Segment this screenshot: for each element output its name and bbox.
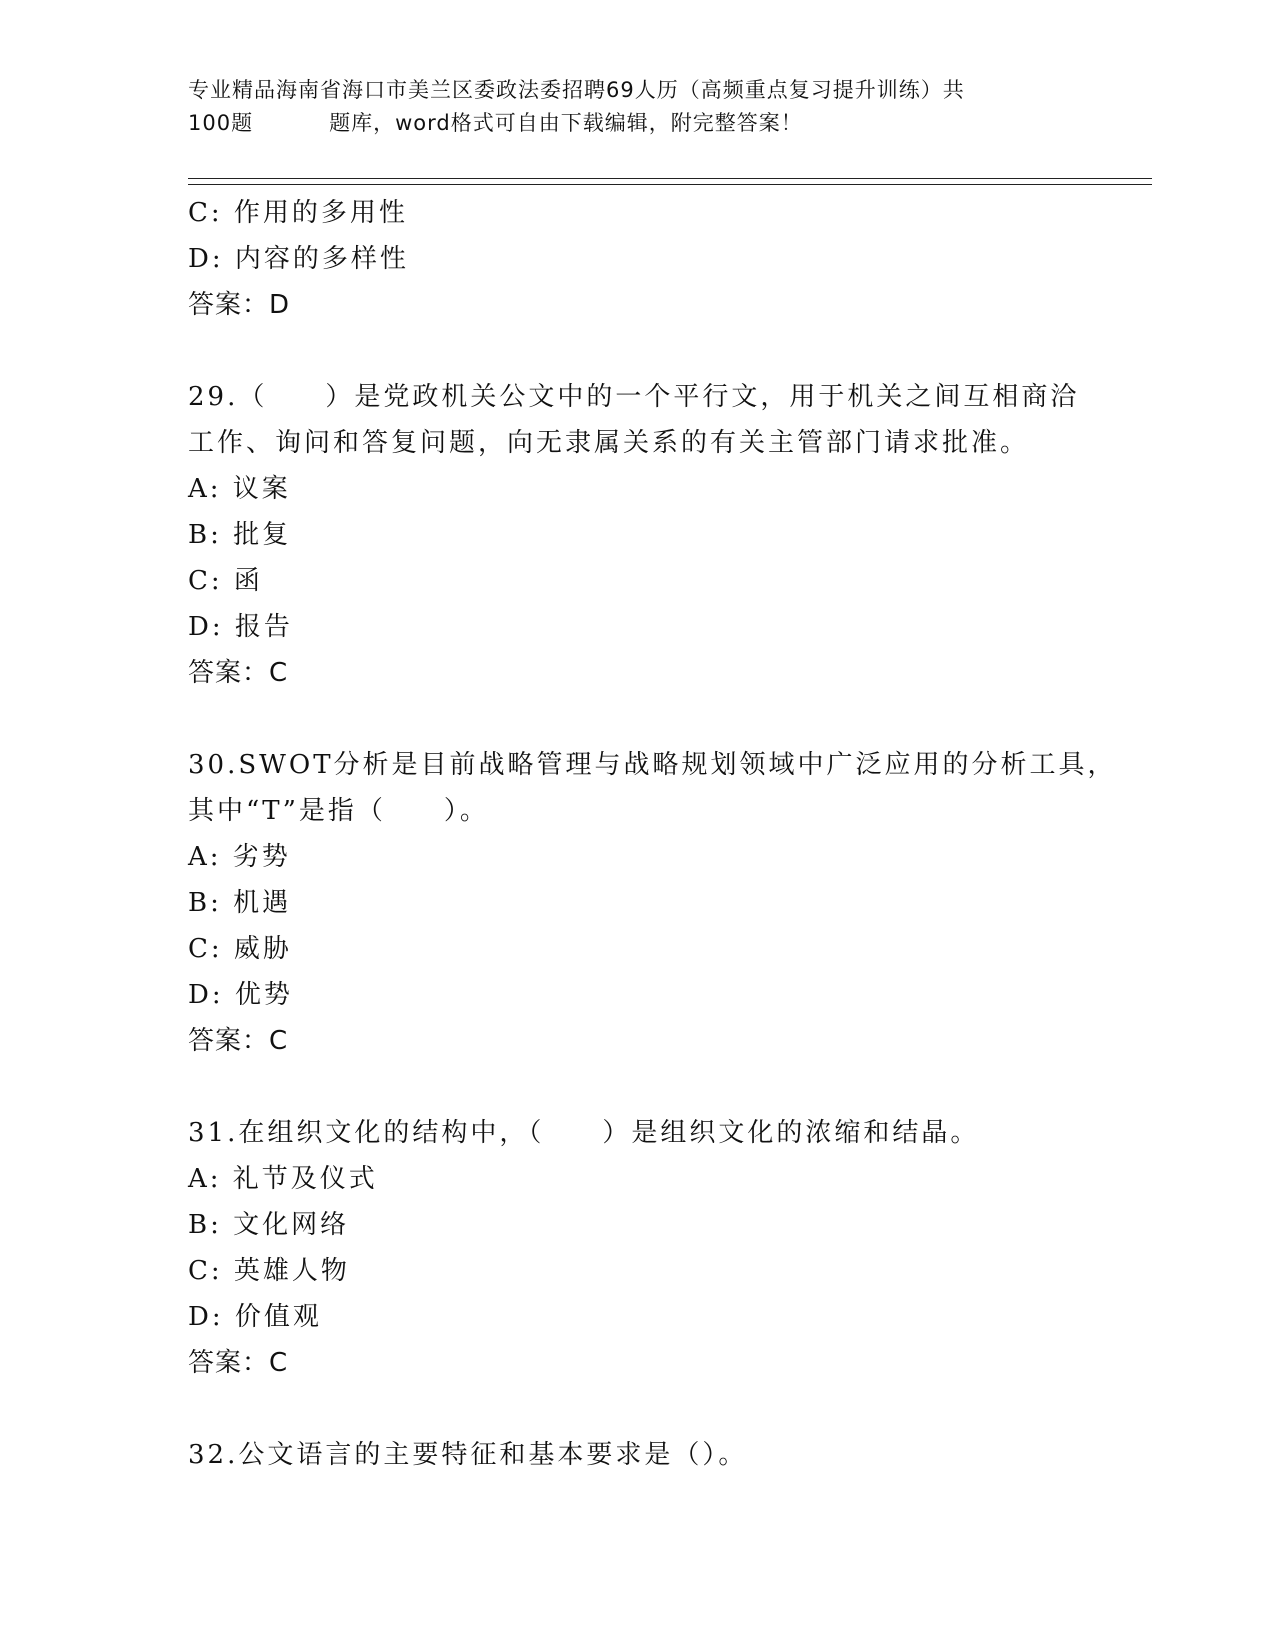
question-stem: 29.（ ）是党政机关公文中的一个平行文，用于机关之间互相商洽 [188,382,1080,412]
option-c: C: 威胁 [188,934,292,964]
question-stem-continued: 工作、询问和答复问题，向无隶属关系的有关主管部门请求批准。 [188,428,1030,458]
option-b: B: 机遇 [188,888,292,918]
question-30 [188,742,1117,1064]
header-question-count: 100题 [188,111,254,135]
option-a: A: 礼节及仪式 [188,1164,378,1194]
option-d: D: 内容的多样性 [188,244,409,274]
option-a: A: 议案 [188,474,291,504]
option-b: B: 批复 [188,520,292,550]
answer-label: 答案：C [188,658,289,688]
document-body [188,190,1117,1478]
question-31 [188,1110,1088,1386]
option-a: A: 劣势 [188,842,291,872]
header-description: 题库，word格式可自由下载编辑，附完整答案！ [329,111,803,135]
option-d: D: 价值观 [188,1302,322,1332]
question-stem: 31.在组织文化的结构中，（ ）是组织文化的浓缩和结晶。 [188,1118,980,1148]
question-29 [188,374,1088,696]
question-stem: 32.公文语言的主要特征和基本要求是（）。 [188,1440,748,1470]
answer-label: 答案：D [188,290,291,320]
question-stem: 30.SWOT分析是目前战略管理与战略规划领域中广泛应用的分析工具， [188,750,1117,780]
answer-label: 答案：C [188,1348,289,1378]
answer-label: 答案：C [188,1026,289,1056]
option-c: C: 函 [188,566,263,596]
option-d: D: 报告 [188,612,293,642]
question-32 [188,1432,1088,1478]
document-header [188,74,1088,140]
header-divider-top [188,178,1152,179]
option-c: C: 英雄人物 [188,1256,350,1286]
option-b: B: 文化网络 [188,1210,350,1240]
option-d: D: 优势 [188,980,293,1010]
header-divider-bottom [188,184,1152,185]
option-c: C: 作用的多用性 [188,198,408,228]
header-title-line-1: 专业精品海南省海口市美兰区委政法委招聘69人历（高频重点复习提升训练）共 [188,78,965,102]
header-title-line-2 [188,107,1088,140]
question-stem-continued: 其中“T”是指（ ）。 [188,796,489,826]
